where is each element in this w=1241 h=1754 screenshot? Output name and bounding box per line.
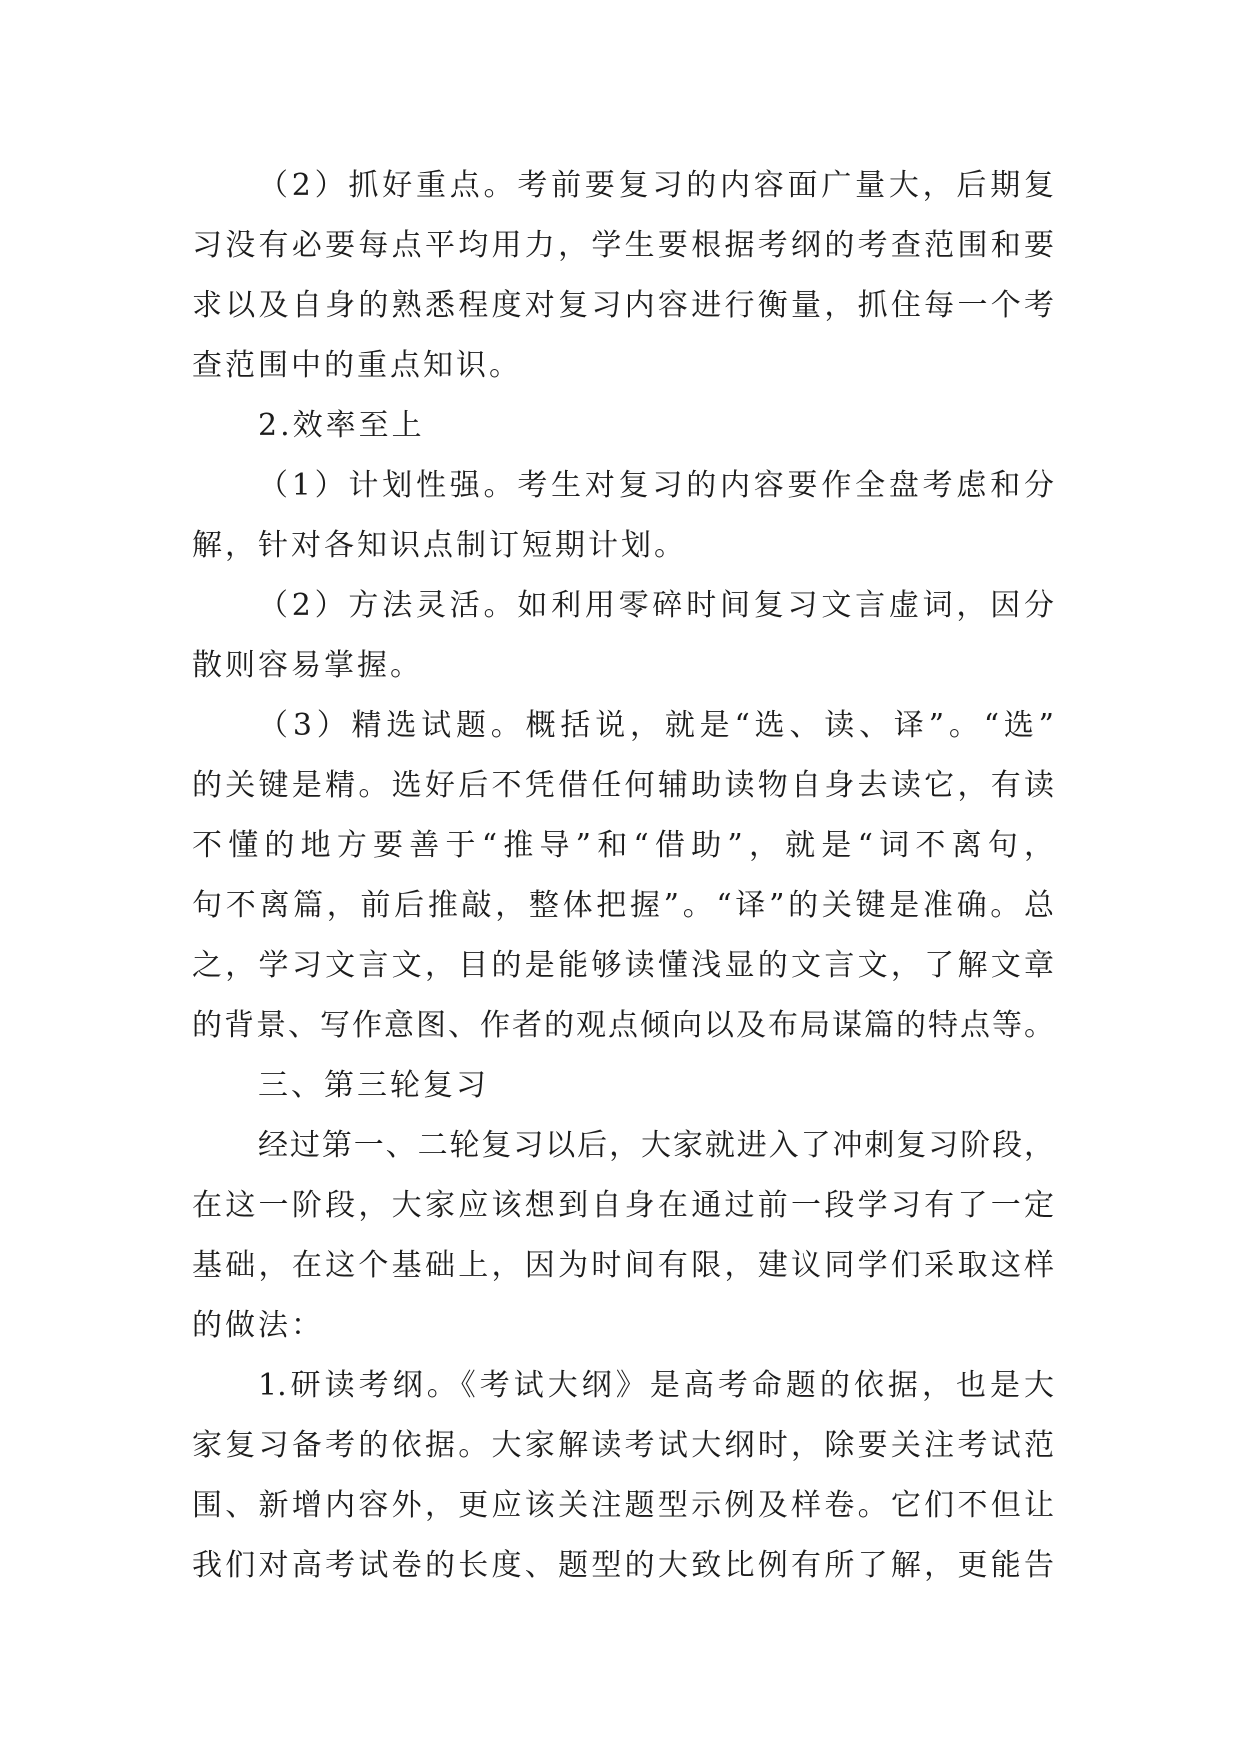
text-line: 解，针对各知识点制订短期计划。	[192, 528, 687, 563]
text-line: 查范围中的重点知识。	[192, 348, 522, 383]
document-body	[192, 156, 1054, 1596]
paragraph-select-questions	[192, 696, 1054, 1056]
text-line: 习没有必要每点平均用力，学生要根据考纲的考查范围和要	[192, 228, 1054, 263]
text-line: 经过第一、二轮复习以后，大家就进入了冲刺复习阶段，	[258, 1128, 1054, 1163]
text-line: 的背景、写作意图、作者的观点倾向以及布局谋篇的特点等。	[192, 1008, 1054, 1043]
section-heading-efficiency	[192, 396, 1054, 456]
text-line: 的关键是精。选好后不凭借任何辅助读物自身去读它，有读	[192, 768, 1054, 803]
text-line: （2）方法灵活。如利用零碎时间复习文言虚词，因分	[258, 588, 1054, 623]
paragraph-sprint-review	[192, 1116, 1054, 1356]
text-line: 句不离篇，前后推敲，整体把握”。“译”的关键是准确。总	[192, 888, 1054, 923]
text-line: 基础，在这个基础上，因为时间有限，建议同学们采取这样	[192, 1248, 1054, 1283]
text-line: 1.研读考纲。《考试大纲》是高考命题的依据，也是大	[258, 1368, 1054, 1403]
text-line: 散则容易掌握。	[192, 648, 423, 683]
text-line: 围、新增内容外，更应该关注题型示例及样卷。它们不但让	[192, 1488, 1054, 1523]
text-line: （3）精选试题。概括说，就是“选、读、译”。“选”	[258, 708, 1054, 743]
text-line: 的做法：	[192, 1308, 324, 1343]
heading-line: 2.效率至上	[258, 408, 425, 443]
paragraph-focus-key-points	[192, 156, 1054, 396]
paragraph-planning	[192, 456, 1054, 576]
text-line: 不懂的地方要善于“推导”和“借助”，就是“词不离句，	[192, 828, 1054, 863]
paragraph-study-syllabus	[192, 1356, 1054, 1596]
text-line: 求以及自身的熟悉程度对复习内容进行衡量，抓住每一个考	[192, 288, 1054, 323]
heading-line: 三、第三轮复习	[258, 1068, 489, 1103]
text-line: 之，学习文言文，目的是能够读懂浅显的文言文，了解文章	[192, 948, 1054, 983]
text-line: （1）计划性强。考生对复习的内容要作全盘考虑和分	[258, 468, 1054, 503]
section-heading-third-round	[192, 1056, 1054, 1116]
text-line: 家复习备考的依据。大家解读考试大纲时，除要关注考试范	[192, 1428, 1054, 1463]
paragraph-flexible-methods	[192, 576, 1054, 696]
text-line: 在这一阶段，大家应该想到自身在通过前一段学习有了一定	[192, 1188, 1054, 1223]
text-line: 我们对高考试卷的长度、题型的大致比例有所了解，更能告	[192, 1548, 1054, 1583]
text-line: （2）抓好重点。考前要复习的内容面广量大，后期复	[258, 168, 1054, 203]
